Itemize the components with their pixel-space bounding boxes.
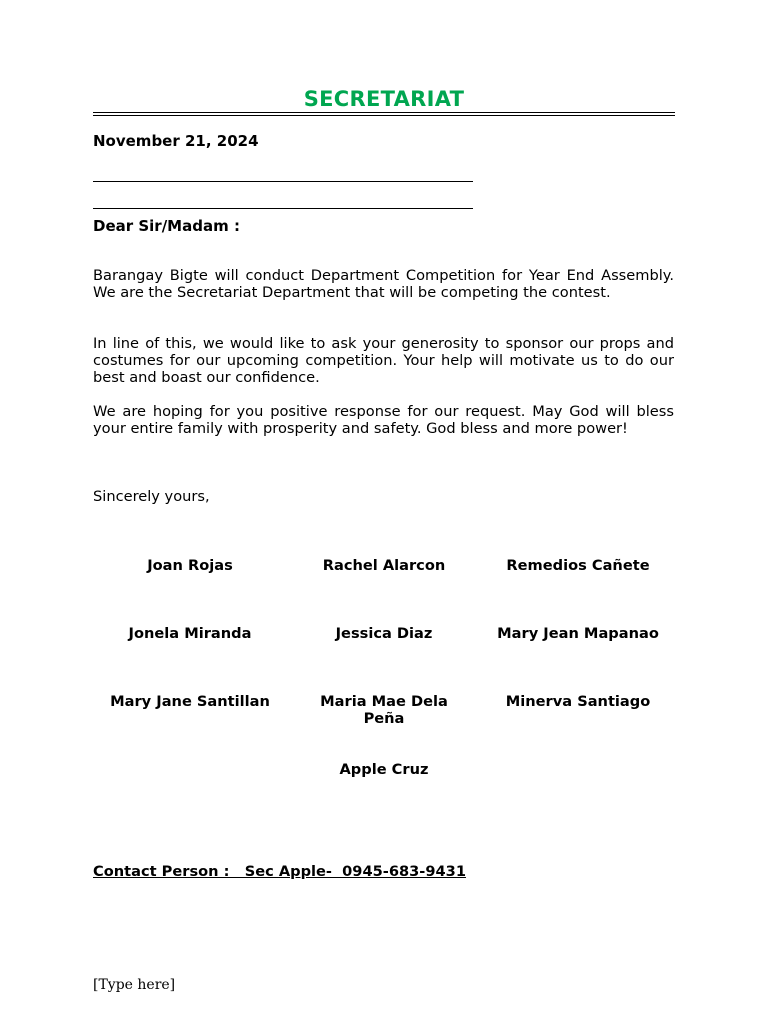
signatory-name: Maria Mae Dela Peña	[320, 693, 448, 727]
title-double-rule	[93, 112, 675, 116]
signatory-name: Jonela Miranda	[128, 625, 252, 642]
salutation: Dear Sir/Madam :	[93, 217, 240, 235]
signatory-name: Minerva Santiago	[505, 693, 651, 710]
signatory-name: Mary Jane Santillan	[110, 693, 270, 710]
signatory-name: Remedios Cañete	[506, 557, 650, 574]
page-title: SECRETARIAT	[303, 87, 465, 111]
footer-placeholder[interactable]: [Type here]	[93, 977, 176, 993]
signatory-name: Apple Cruz	[339, 761, 429, 778]
recipient-blank-line-1	[93, 181, 473, 182]
body-paragraph-3: We are hoping for you positive response for our request. May God will bless your entire family with prosperity and safety. God bless and more power!	[93, 403, 674, 437]
body-paragraph-2: In line of this, we would like to ask your generosity to sponsor our props and costumes for our upcoming competition. Your help will motivate us to do our best and boast our confidence.	[93, 335, 674, 386]
signatory-name: Mary Jean Mapanao	[497, 625, 659, 642]
letter-date: November 21, 2024	[93, 132, 259, 150]
contact-person: Contact Person : Sec Apple- 0945-683-9431	[93, 863, 466, 880]
body-paragraph-1: Barangay Bigte will conduct Department Competition for Year End Assembly. We are the Secretariat Department that will be competing the contest.	[93, 267, 674, 301]
closing: Sincerely yours,	[93, 488, 210, 505]
signatory-name: Joan Rojas	[147, 557, 233, 574]
signatory-name: Jessica Diaz	[335, 625, 433, 642]
signatory-name: Rachel Alarcon	[322, 557, 446, 574]
recipient-blank-line-2	[93, 208, 473, 209]
